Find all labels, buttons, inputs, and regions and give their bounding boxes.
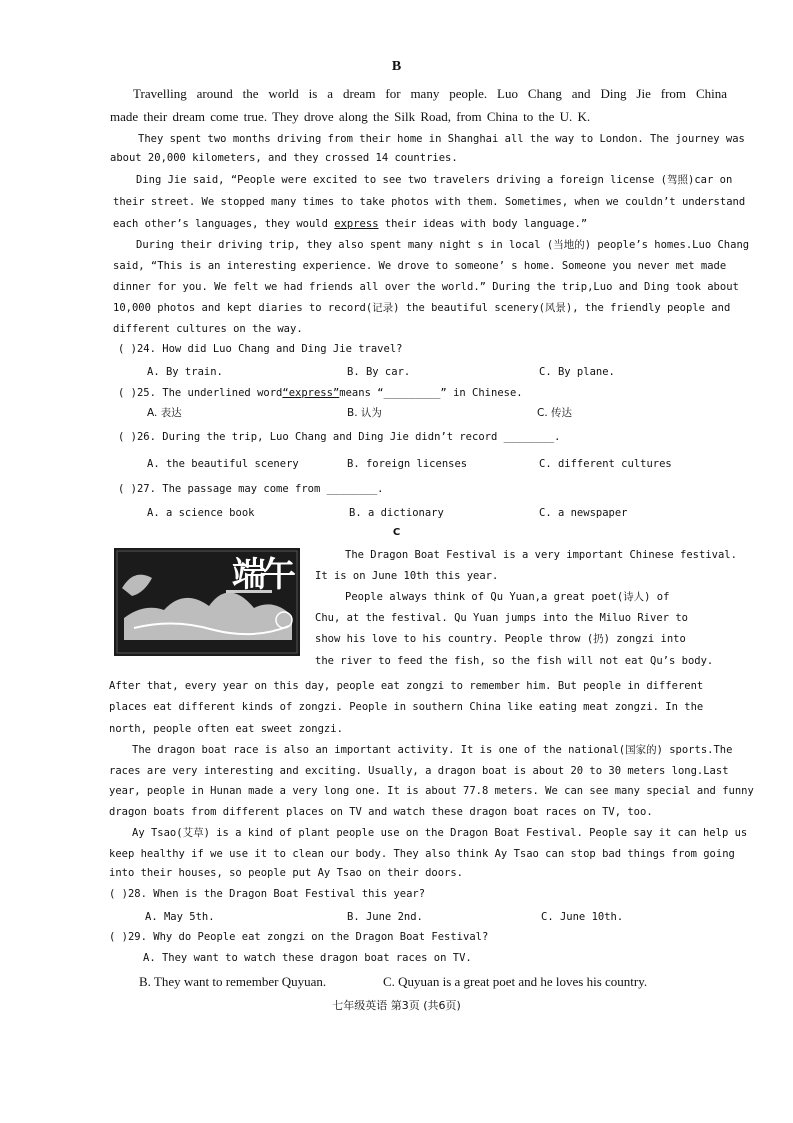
question-28-option-c: C. June 10th. <box>541 911 624 923</box>
question-24-option-b: B. By car. <box>347 366 411 378</box>
text-span: means “_________” in Chinese. <box>339 387 523 399</box>
question-29-option-a: A. They want to watch these dragon boat races on TV. <box>143 952 472 964</box>
passage-c-line: places eat different kinds of zongzi. People in southern China like eating meat zongzi. In the <box>109 701 704 713</box>
passage-b-line: made their dream come true. They drove along the Silk Road, from China to the U. K. <box>110 109 591 124</box>
question-24-option-c: C. By plane. <box>539 366 615 378</box>
passage-b-line <box>113 217 587 231</box>
underlined-word: “express” <box>282 387 340 399</box>
passage-c-line: keep healthy if we use it to clean our body. They also think Ay Tsao can stop bad things from going <box>109 848 735 860</box>
passage-c-line: The dragon boat race is also an important activity. It is one of the national(国家的) sports.The <box>132 744 733 756</box>
passage-c-line: the river to feed the fish, so the fish will not eat Qu’s body. <box>315 655 714 667</box>
question-26-stem: ( )26. During the trip, Luo Chang and Ding Jie didn’t record ________. <box>118 431 561 443</box>
passage-c-line: After that, every year on this day, people eat zongzi to remember him. But people in different <box>109 680 704 692</box>
passage-c-line: Chu, at the festival. Qu Yuan jumps into the Miluo River to <box>315 612 688 624</box>
passage-b-line: dinner for you. We felt we had friends all over the world.” During the trip,Luo and Ding took about <box>113 281 739 293</box>
question-28-stem: ( )28. When is the Dragon Boat Festival this year? <box>109 888 426 900</box>
question-24-stem: ( )24. How did Luo Chang and Ding Jie travel? <box>118 343 403 355</box>
question-27-option-a: A. a science book <box>147 507 255 519</box>
passage-b-line: about 20,000 kilometers, and they crossed 14 countries. <box>110 152 458 164</box>
question-29-stem: ( )29. Why do People eat zongzi on the Dragon Boat Festival? <box>109 931 489 943</box>
question-27-option-b: B. a dictionary <box>349 507 444 519</box>
passage-c-line: show his love to his country. People throw (扔) zongzi into <box>315 633 686 645</box>
question-24-option-a: A. By train. <box>147 366 223 378</box>
question-25-option-a: A. 表达 <box>147 407 182 419</box>
passage-c-line: Ay Tsao(艾草) is a kind of plant people use on the Dragon Boat Festival. People say it can help us <box>132 827 748 839</box>
passage-c-line: People always think of Qu Yuan,a great poet(诗人) of <box>345 591 670 603</box>
dragon-boat-festival-image <box>114 548 300 656</box>
passage-b-line: Ding Jie said, “People were excited to see two travelers driving a foreign license (驾照)car on <box>136 174 733 186</box>
section-c-heading: C <box>392 527 401 538</box>
question-26-option-b: B. foreign licenses <box>347 458 468 470</box>
text-span: each other’s languages, they would <box>113 218 335 230</box>
passage-c-line: races are very interesting and exciting. Usually, a dragon boat is about 20 to 30 meters long.Last <box>109 765 729 777</box>
question-25-stem <box>118 386 523 400</box>
passage-b-line: 10,000 photos and kept diaries to record(记录) the beautiful scenery(风景), the friendly people and <box>113 302 731 314</box>
question-27-option-c: C. a newspaper <box>539 507 628 519</box>
question-29-option-c: C. Quyuan is a great poet and he loves his country. <box>383 974 648 989</box>
passage-c-line: dragon boats from different places on TV and watch these dragon boat races on TV, too. <box>109 806 653 818</box>
section-b-heading: B <box>391 59 402 74</box>
passage-b-line: During their driving trip, they also spent many night s in local (当地的) people’s homes.Luo Chang <box>136 239 750 251</box>
passage-b-line: their street. We stopped many times to take photos with them. Sometimes, when we couldn’t understand <box>113 196 746 208</box>
passage-c-line: into their houses, so people put Ay Tsao on their doors. <box>109 867 464 879</box>
question-28-option-a: A. May 5th. <box>145 911 215 923</box>
text-span: ( )25. The underlined word <box>118 387 283 399</box>
image-calligraphy-title: 端午 <box>232 555 292 595</box>
question-26-option-c: C. different cultures <box>539 458 672 470</box>
passage-c-line: The Dragon Boat Festival is a very important Chinese festival. <box>345 549 737 561</box>
passage-b-line: They spent two months driving from their home in Shanghai all the way to London. The journey was <box>138 133 745 145</box>
passage-c-line: north, people often eat sweet zongzi. <box>109 723 343 735</box>
question-25-option-c: C. 传达 <box>537 407 573 419</box>
question-29-option-b: B. They want to remember Quyuan. <box>139 974 327 989</box>
passage-c-line: year, people in Hunan made a very long one. It is about 77.8 meters. We can see many special and funny <box>109 785 754 797</box>
passage-b-line: different cultures on the way. <box>113 323 303 335</box>
underlined-word: express <box>334 218 379 230</box>
passage-c-line: It is on June 10th this year. <box>315 570 499 582</box>
question-25-option-b: B. 认为 <box>347 407 382 419</box>
passage-b-line: said, “This is an interesting experience. We drove to someone’ s home. Someone you never met made <box>113 260 727 272</box>
text-span: their ideas with body language.” <box>378 218 588 230</box>
passage-b-line: Travelling around the world is a dream for many people. Luo Chang and Ding Jie from China <box>133 86 727 101</box>
question-28-option-b: B. June 2nd. <box>347 911 423 923</box>
question-27-stem: ( )27. The passage may come from ________. <box>118 483 384 495</box>
page-footer: 七年级英语 第3页 (共6页) <box>332 999 461 1012</box>
question-26-option-a: A. the beautiful scenery <box>147 458 299 470</box>
